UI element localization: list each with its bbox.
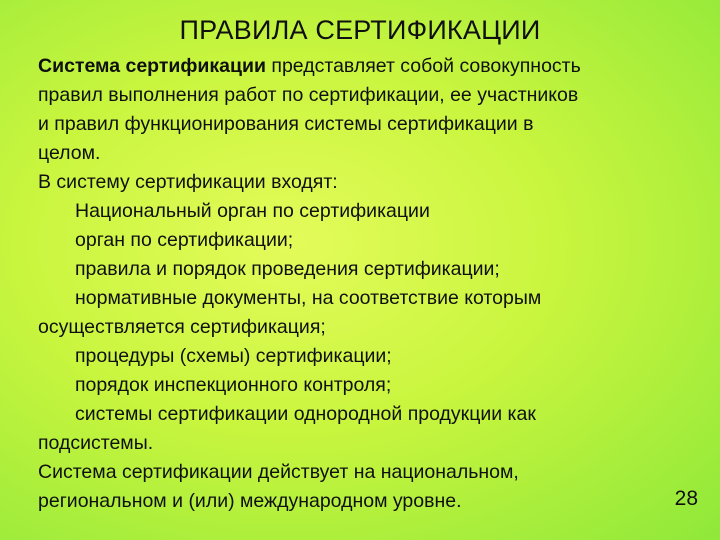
slide-title: ПРАВИЛА СЕРТИФИКАЦИИ — [179, 15, 541, 45]
component-item: нормативные документы, на соответствие которым — [75, 287, 542, 309]
component-item-continuation: подсистемы. — [38, 432, 154, 454]
definition-text: представляет собой совокупность — [265, 55, 581, 77]
component-item-continuation: осуществляется сертификация; — [38, 316, 326, 338]
component-item: процедуры (схемы) сертификации; — [75, 345, 392, 367]
component-item: системы сертификации однородной продукции как — [75, 403, 536, 425]
definition-line-1 — [38, 52, 710, 81]
slide-body — [38, 52, 710, 516]
definition-term: Система сертификации — [38, 55, 266, 77]
component-item: порядок инспекционного контроля; — [75, 374, 392, 396]
closing-line-1: Система сертификации действует на национальном, — [38, 461, 519, 483]
page-number: 28 — [674, 487, 698, 510]
component-item: орган по сертификации; — [75, 229, 294, 251]
definition-line-4: целом. — [38, 142, 101, 164]
definition-line-3: и правил функционирования системы сертификации в — [38, 113, 534, 135]
component-item: Национальный орган по сертификации — [75, 200, 430, 222]
components-intro: В систему сертификации входят: — [38, 171, 338, 193]
definition-line-2: правил выполнения работ по сертификации, ее участников — [38, 84, 579, 106]
component-item: правила и порядок проведения сертификации; — [75, 258, 500, 280]
closing-line-2: региональном и (или) международном уровне. — [38, 490, 462, 512]
